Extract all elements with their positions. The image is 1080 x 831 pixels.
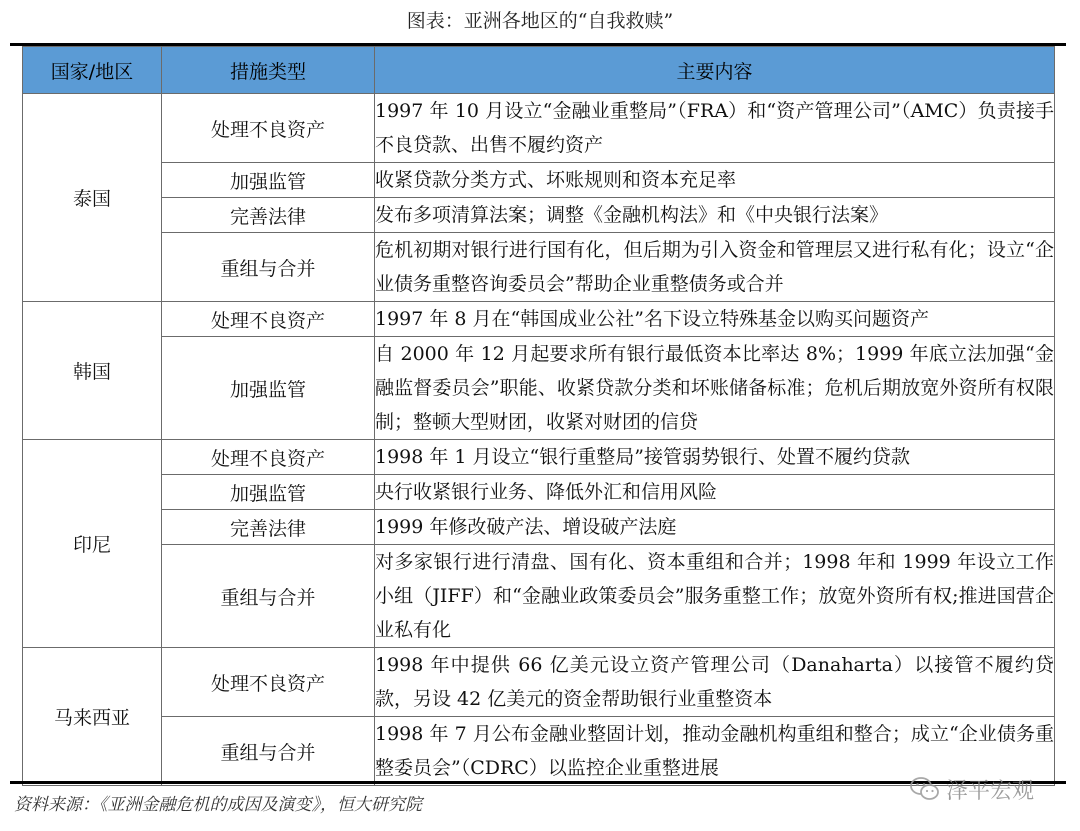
table-header-row: [23, 47, 1055, 94]
table-row: [23, 233, 1055, 302]
table-row: [23, 163, 1055, 198]
measure-cell: 处理不良资产: [162, 302, 375, 337]
country-cell: 印尼: [23, 440, 162, 648]
measure-cell: 重组与合并: [162, 233, 375, 302]
header-measure: 措施类型: [162, 47, 375, 94]
content-cell: 对多家银行进行清盘、国有化、资本重组和合并；1998 年和 1999 年设立工作小组（JIFF）和“金融业政策委员会”服务重整工作；放宽外资所有权;推进国营企业私有化: [375, 545, 1055, 648]
country-cell: 泰国: [23, 94, 162, 302]
measure-cell: 处理不良资产: [162, 648, 375, 717]
table-row: [23, 510, 1055, 545]
content-cell: 1998 年中提供 66 亿美元设立资产管理公司（Danaharta）以接管不履约贷款，另设 42 亿美元的资金帮助银行业重整资本: [375, 648, 1055, 717]
table-row: [23, 302, 1055, 337]
table-row: [23, 94, 1055, 163]
content-cell: 1998 年 1 月设立“银行重整局”接管弱势银行、处置不履约贷款: [375, 440, 1055, 475]
measures-table: [22, 46, 1055, 786]
table-row: [23, 545, 1055, 648]
content-cell: 收紧贷款分类方式、坏账规则和资本充足率: [375, 163, 1055, 198]
country-cell: 韩国: [23, 302, 162, 440]
table-row: [23, 337, 1055, 440]
measure-cell: 处理不良资产: [162, 440, 375, 475]
content-cell: 发布多项清算法案；调整《金融机构法》和《中央银行法案》: [375, 198, 1055, 233]
content-cell: 1997 年 8 月在“韩国成业公社”名下设立特殊基金以购买问题资产: [375, 302, 1055, 337]
measure-cell: 重组与合并: [162, 717, 375, 786]
table-row: [23, 440, 1055, 475]
measure-cell: 重组与合并: [162, 545, 375, 648]
bottom-rule: [10, 781, 1066, 784]
measure-cell: 加强监管: [162, 337, 375, 440]
figure-caption: 图表：亚洲各地区的“自我救赎”: [406, 10, 674, 32]
table-row: [23, 717, 1055, 786]
measure-cell: 处理不良资产: [162, 94, 375, 163]
table-row: [23, 198, 1055, 233]
content-cell: 自 2000 年 12 月起要求所有银行最低资本比率达 8%；1999 年底立法加强“金融监督委员会”职能、收紧贷款分类和坏账储备标准；危机后期放宽外资所有权限制；整顿大型财团，收紧对财团的信贷: [375, 337, 1055, 440]
watermark-text: 泽平宏观: [946, 778, 1035, 804]
wechat-icon: [910, 776, 940, 802]
source-note: 资料来源：《亚洲金融危机的成因及演变》，恒大研究院: [14, 795, 422, 815]
content-cell: 央行收紧银行业务、降低外汇和信用风险: [375, 475, 1055, 510]
table-row: [23, 475, 1055, 510]
content-cell: 1997 年 10 月设立“金融业重整局”（FRA）和“资产管理公司”（AMC）负责接手不良贷款、出售不履约资产: [375, 94, 1055, 163]
content-cell: 1999 年修改破产法、增设破产法庭: [375, 510, 1055, 545]
watermark: [910, 774, 1034, 804]
header-content: 主要内容: [375, 47, 1055, 94]
measure-cell: 加强监管: [162, 163, 375, 198]
table-row: [23, 648, 1055, 717]
measure-cell: 完善法律: [162, 510, 375, 545]
content-cell: 1998 年 7 月公布金融业整固计划，推动金融机构重组和整合；成立“企业债务重整委员会”（CDRC）以监控企业重整进展: [375, 717, 1055, 786]
measure-cell: 加强监管: [162, 475, 375, 510]
content-cell: 危机初期对银行进行国有化，但后期为引入资金和管理层又进行私有化；设立“企业债务重整咨询委员会”帮助企业重整债务或合并: [375, 233, 1055, 302]
country-cell: 马来西亚: [23, 648, 162, 786]
measure-cell: 完善法律: [162, 198, 375, 233]
header-country: 国家/地区: [23, 47, 162, 94]
